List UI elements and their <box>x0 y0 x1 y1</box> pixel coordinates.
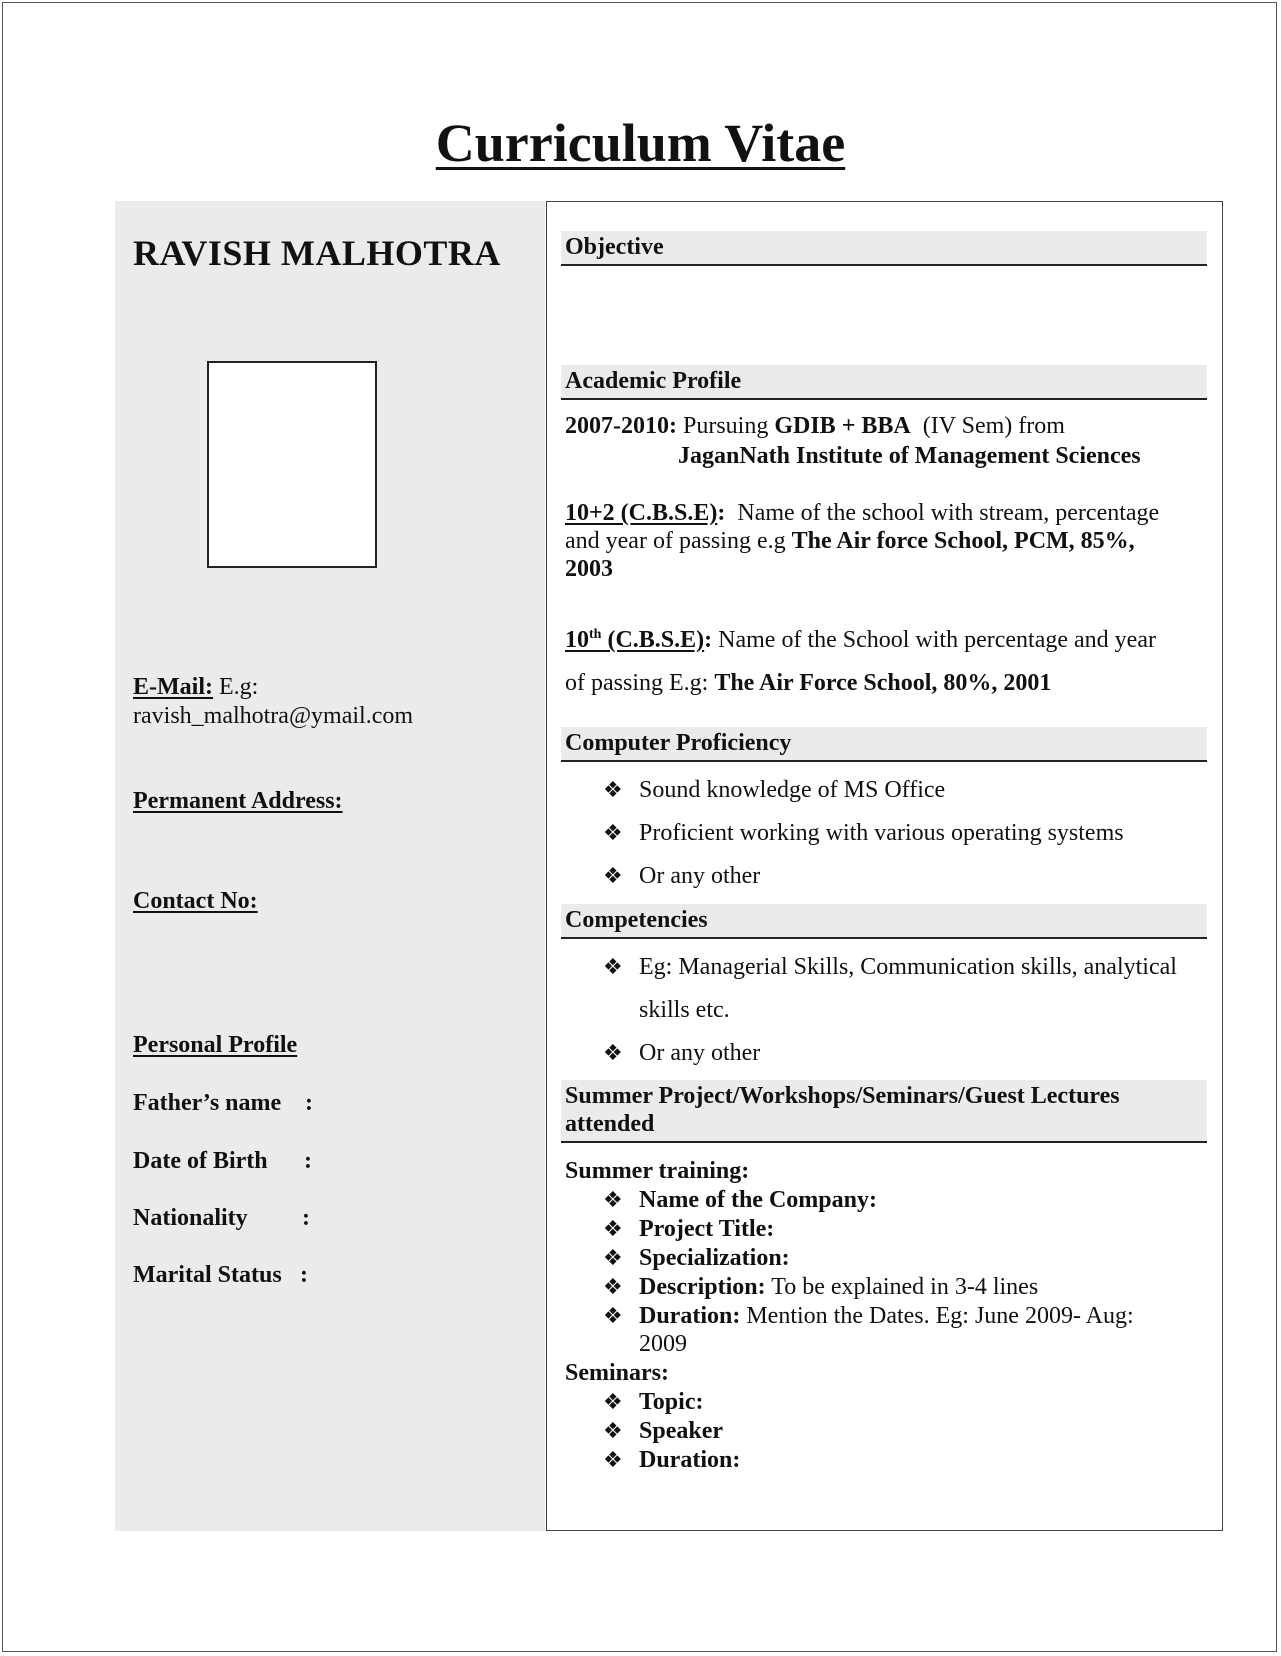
academic-entry-2 <box>565 499 1205 583</box>
nationality-colon: : <box>302 1205 310 1231</box>
fathers-name-colon: : <box>305 1090 313 1116</box>
specialization-label: Specialization: <box>639 1245 790 1271</box>
address-label: Permanent Address: <box>133 788 343 814</box>
bullet-icon: ❖ <box>603 1447 623 1472</box>
duration-row <box>639 1302 1199 1358</box>
duration-text-2: 2009 <box>639 1331 687 1357</box>
duration-text: Mention the Dates. Eg: June 2009- Aug: <box>746 1303 1134 1329</box>
document-title: Curriculum Vitae <box>435 113 846 173</box>
computer-heading: Computer Proficiency <box>561 727 1207 762</box>
twelfth-text1: Name of the school with stream, percentage <box>737 500 1160 526</box>
objective-heading: Objective <box>561 231 1207 266</box>
academic-years: 2007-2010: <box>565 413 677 439</box>
competency-item-1-line2: skills etc. <box>639 997 730 1023</box>
competencies-heading: Competencies <box>561 904 1207 939</box>
twelfth-text2: and year of passing e.g <box>565 528 786 554</box>
twelfth-label: 10+2 (C.B.S.E) <box>565 500 718 526</box>
academic-entry-1 <box>565 412 1065 440</box>
dob-label: Date of Birth <box>133 1148 268 1174</box>
bullet-icon: ❖ <box>603 820 623 845</box>
bullet-icon: ❖ <box>603 777 623 802</box>
description-row <box>639 1273 1038 1301</box>
seminar-speaker-label: Speaker <box>639 1418 723 1444</box>
email-label: E-Mail: <box>133 674 213 700</box>
dob-colon: : <box>304 1148 312 1174</box>
bullet-icon: ❖ <box>603 1245 623 1270</box>
tenth-label-rest: (C.B.S.E) <box>601 627 705 653</box>
contact-label: Contact No: <box>133 888 258 914</box>
duration-label: Duration: <box>639 1303 741 1329</box>
competency-item-1-line1: Eg: Managerial Skills, Communication skills, analytical <box>639 954 1177 980</box>
seminar-topic-label: Topic: <box>639 1389 704 1415</box>
bullet-icon: ❖ <box>603 1187 623 1212</box>
tenth-example: The Air Force School, 80%, 2001 <box>714 670 1052 696</box>
bullet-icon: ❖ <box>603 863 623 888</box>
nationality-label: Nationality <box>133 1205 248 1231</box>
tenth-label-sup: th <box>589 627 602 642</box>
competency-item-2: Or any other <box>639 1040 761 1066</box>
bullet-icon: ❖ <box>603 1389 623 1414</box>
twelfth-colon: : <box>717 500 726 526</box>
email-value: ravish_malhotra@ymail.com <box>133 703 414 729</box>
tenth-label-num: 10 <box>565 627 589 653</box>
fathers-name-label: Father’s name <box>133 1090 282 1116</box>
candidate-name: RAVISH MALHOTRA <box>133 233 501 273</box>
marital-status-colon: : <box>300 1262 308 1288</box>
fathers-name-row <box>133 1090 281 1117</box>
projects-heading-line1: Summer Project/Workshops/Seminars/Guest Lectures <box>565 1083 1120 1109</box>
bullet-icon: ❖ <box>603 1040 623 1065</box>
dob-row <box>133 1148 268 1175</box>
projects-heading <box>561 1080 1207 1143</box>
computer-item-1: Sound knowledge of MS Office <box>639 777 946 803</box>
projects-heading-line2: attended <box>565 1111 655 1137</box>
personal-profile-label: Personal Profile <box>133 1032 298 1058</box>
summer-training-label: Summer training: <box>565 1158 750 1184</box>
academic-pursuing: Pursuing <box>682 413 769 439</box>
photo-placeholder <box>207 361 377 568</box>
tenth-label <box>565 627 704 653</box>
bullet-icon: ❖ <box>603 1274 623 1299</box>
academic-sem: (IV Sem) from <box>922 413 1065 439</box>
email-prefix: E.g: <box>218 674 259 700</box>
tenth-text2: of passing E.g: <box>565 670 709 696</box>
academic-institute: JaganNath Institute of Management Sciences <box>678 443 1141 469</box>
tenth-text1: Name of the School with percentage and year <box>718 627 1156 653</box>
twelfth-example: The Air force School, PCM, 85%, <box>791 528 1135 554</box>
description-text: To be explained in 3-4 lines <box>771 1274 1039 1300</box>
marital-status-row <box>133 1262 282 1289</box>
computer-item-3: Or any other <box>639 863 761 889</box>
bullet-icon: ❖ <box>603 954 623 979</box>
academic-heading: Academic Profile <box>561 365 1207 400</box>
seminars-label: Seminars: <box>565 1360 669 1386</box>
marital-status-label: Marital Status <box>133 1262 282 1288</box>
academic-entry-3 <box>565 613 1205 705</box>
twelfth-year: 2003 <box>565 556 613 582</box>
project-title-label: Project Title: <box>639 1216 775 1242</box>
academic-degree: GDIB + BBA <box>774 413 911 439</box>
bullet-icon: ❖ <box>603 1303 623 1328</box>
email-block <box>133 673 413 731</box>
bullet-icon: ❖ <box>603 1418 623 1443</box>
nationality-row <box>133 1205 248 1232</box>
computer-item-2: Proficient working with various operating systems <box>639 820 1124 846</box>
tenth-colon: : <box>704 627 713 653</box>
description-label: Description: <box>639 1274 766 1300</box>
bullet-icon: ❖ <box>603 1216 623 1241</box>
company-label: Name of the Company: <box>639 1187 877 1213</box>
seminar-duration-label: Duration: <box>639 1447 741 1473</box>
